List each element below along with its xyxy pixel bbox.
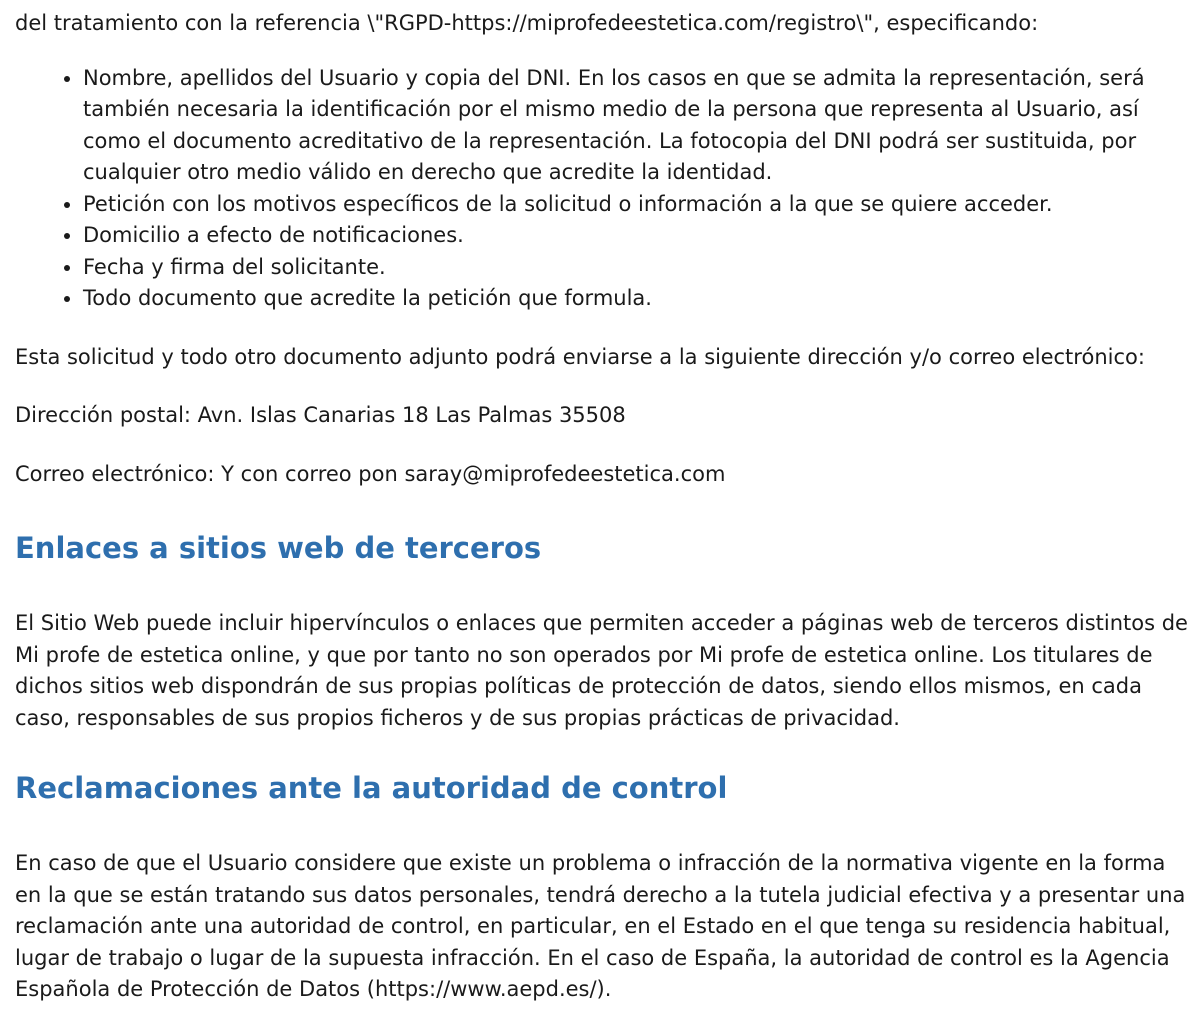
request-requirements-list — [15, 63, 1195, 315]
request-send-paragraph: Esta solicitud y todo otro documento adjunto podrá enviarse a la siguiente dirección y/o correo electrónico: — [15, 344, 1145, 369]
control-authority-paragraph: En caso de que el Usuario considere que existe un problema o infracción de la normativa vigente en la forma en la que se están tratando sus datos personales, tendrá derecho a la tutela judicial efectiva y a presentar una reclamación ante una autoridad de control, en particular, en el Estado en el que tenga su residencia habitual, lugar de trabajo o lugar de la supuesta infracción. En el caso de España, la autoridad de control es la Agencia Española de Protección de Datos (https://www.aepd.es/). — [15, 851, 1186, 1001]
document-content — [15, 0, 1195, 1006]
list-item: • Petición con los motivos específicos de la solicitud o información a la que se quiere acceder. — [83, 189, 1195, 221]
list-item: • Todo documento que acredite la petición que formula. — [83, 283, 1195, 315]
email-paragraph: Correo electrónico: Y con correo pon saray@miprofedeestetica.com — [15, 461, 726, 486]
list-item: • Domicilio a efecto de notificaciones. — [83, 220, 1195, 252]
list-item: • Fecha y firma del solicitante. — [83, 252, 1195, 284]
postal-address-paragraph: Dirección postal: Avn. Islas Canarias 18 Las Palmas 35508 — [15, 403, 626, 427]
third-party-links-paragraph: El Sitio Web puede incluir hipervínculos o enlaces que permiten acceder a páginas web de terceros distintos de Mi profe de estetica online, y que por tanto no son operados por Mi profe de estetica online. Los titulares de dichos sitios web dispondrán de sus propias políticas de protección de datos, siendo ellos mismos, en cada caso, responsables de sus propios ficheros y de sus propias prácticas de privacidad. — [15, 611, 1188, 730]
control-authority-heading: Reclamaciones ante la autoridad de control — [15, 771, 728, 805]
list-item: • Nombre, apellidos del Usuario y copia del DNI. En los casos en que se admita la representación, será también necesaria la identificación por el mismo medio de la persona que representa al Usuario, así como el documento acreditativo de la representación. La fotocopia del DNI podrá ser sustituida, por cualquier otro medio válido en derecho que acredite la identidad. — [83, 63, 1195, 189]
third-party-links-heading: Enlaces a sitios web de terceros — [15, 531, 542, 565]
intro-paragraph: del tratamiento con la referencia \"RGPD-https://miprofedeestetica.com/registro\", especificando: — [15, 11, 1039, 35]
